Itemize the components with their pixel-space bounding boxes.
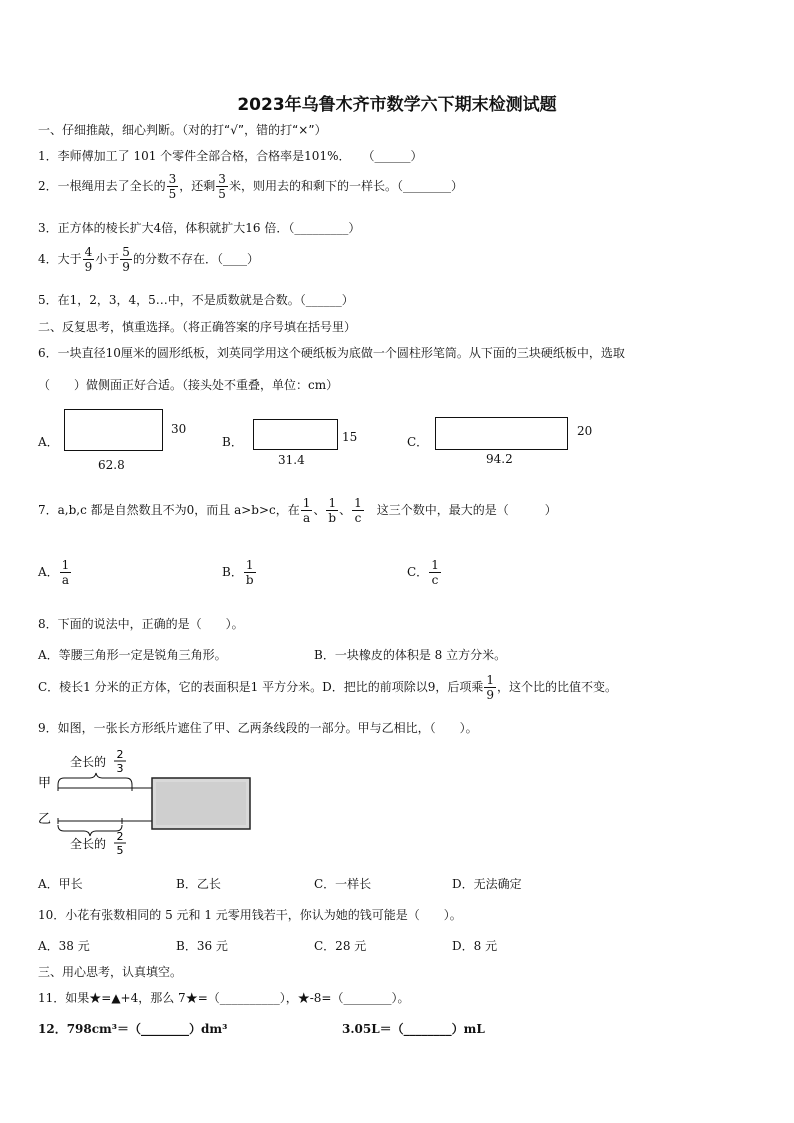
q9-top-denominator: 3 [116,762,124,775]
question-12-part-b: 3.05L＝（________）mL [342,1022,485,1036]
question-7 [38,496,557,525]
q9-line-segments-figure [34,745,264,860]
q9-bottom-denominator: 5 [116,844,124,857]
question-1: 1．李师傅加工了 101 个零件全部合格，合格率是101%． （______） [38,149,423,163]
q7-option-b-fraction: $\frac{1}{b}$ [245,558,254,587]
q8-option-d-fraction: $\frac{1}{9}$ [486,673,494,702]
q6-option-b-width: 31.4 [278,453,305,467]
q8-option-c: C．棱长1 分米的正方体，它的表面积是1 平方分米。 [38,680,323,694]
q6-option-b-label: B． [222,435,243,449]
q10-option-b: B．36 元 [176,939,228,953]
q2-text-b: ，还剩 [179,179,216,193]
q9-jia-label: 甲 [38,776,52,791]
q8-option-a: A．等腰三角形一定是锐角三角形。 [38,648,227,662]
q4-text-b: 小于 [95,252,120,266]
q4-fraction-1: $\frac{4}{9}$ [84,245,93,274]
question-9: 9．如图，一张长方形纸片遮住了甲、乙两条线段的一部分。甲与乙相比，（ ）。 [38,721,478,735]
q6-option-c-width: 94.2 [486,452,513,466]
q9-bottom-brace [58,825,122,836]
section-heading-3: 三、用心思考，认真填空。 [38,965,183,979]
q7-fraction-1-over-b: $\frac{1}{b}$ [328,496,337,525]
question-8: 8．下面的说法中，正确的是（ ）。 [38,617,244,631]
question-4 [38,245,259,274]
q9-option-c: C．一样长 [314,877,372,891]
q2-fraction-1: $\frac{3}{5}$ [168,172,177,201]
question-10: 10．小花有张数相同的 5 元和 1 元零用钱若干，你认为她的钱可能是（ ）。 [38,908,462,922]
q6-option-c-height: 20 [577,424,593,438]
q6-option-c-label: C． [407,435,429,449]
q9-yi-label: 乙 [38,812,52,827]
section-heading-2: 二、反复思考，慎重选择。（将正确答案的序号填在括号里） [38,320,357,334]
question-3: 3．正方体的棱长扩大4倍，体积就扩大16 倍．（_________） [38,221,361,235]
q7-separator-2: 、 [339,503,352,517]
q8-option-b: B．一块橡皮的体积是 8 立方分米。 [314,648,507,662]
q10-option-a: A．38 元 [38,939,90,953]
q9-paper-texture [156,782,246,825]
q7-option-c-fraction: $\frac{1}{c}$ [431,558,439,587]
q9-option-a: A．甲长 [38,877,83,891]
q8-option-cd [38,673,617,702]
question-11: 11．如果★=▲+4，那么 7★=（__________），★-8=（________）。 [38,991,410,1005]
q7-separator-1: 、 [313,503,326,517]
q6-option-a-label: A． [38,435,59,449]
question-5: 5．在1，2，3，4，5…中，不是质数就是合数。（______） [38,293,354,307]
q9-top-numerator: 2 [116,748,124,761]
page-title: 2023年乌鲁木齐市数学六下期末检测试题 [237,95,557,115]
question-6-line-2: （ ）做侧面正好合适。（接头处不重叠，单位：cm） [38,378,339,392]
q9-option-d: D．无法确定 [452,877,522,891]
q2-text-c: 米，则用去的和剩下的一样长。（________） [228,179,463,193]
q7-text-a: 7．a,b,c 都是自然数且不为0，而且 a>b>c，在 [38,503,300,517]
q6-option-a-height: 30 [171,422,187,436]
q6-option-a-rectangle [64,409,163,451]
q7-text-b: 这三个数中，最大的是（ ） [376,503,557,517]
q4-fraction-2: $\frac{5}{9}$ [122,245,130,274]
q7-option-a-fraction: $\frac{1}{a}$ [61,558,70,587]
q6-option-c-rectangle [435,417,568,450]
q7-fraction-1-over-c: $\frac{1}{c}$ [354,496,362,525]
q2-fraction-2: $\frac{3}{5}$ [218,172,226,201]
q7-option-b: B． $\frac{1}{b}$ [222,558,254,587]
q9-option-b: B．乙长 [176,877,221,891]
q10-option-d: D．8 元 [452,939,498,953]
q8-option-d-b: ，这个比的比值不变。 [497,680,618,694]
q6-option-b-height: 15 [342,430,358,444]
q7-option-c: C． $\frac{1}{c}$ [407,558,439,587]
q6-option-b-rectangle [253,419,338,450]
question-6-line-1: 6．一块直径10厘米的圆形纸板，刘英同学用这个硬纸板为底做一个圆柱形笔筒。从下面的三块硬纸板中，选取 [38,346,625,360]
q10-option-c: C．28 元 [314,939,367,953]
q7-fraction-1-over-a: $\frac{1}{a}$ [302,496,311,525]
q6-option-a-width: 62.8 [98,458,125,472]
q7-option-a: A． $\frac{1}{a}$ [38,558,70,587]
q9-top-label: 全长的 [70,755,107,769]
section-heading-1: 一、仔细推敲，细心判断。（对的打“√”，错的打“×”） [38,123,327,137]
q4-text-c: 的分数不存在．（____） [132,252,259,266]
question-12-part-a: 12．798cm³＝（________）dm³ [38,1022,228,1036]
q8-option-d-a: D．把比的前项除以9，后项乘 [322,680,484,694]
q9-bottom-numerator: 2 [116,830,124,843]
q4-text-a: 4．大于 [38,252,82,266]
q9-bottom-label: 全长的 [70,837,107,851]
question-2 [38,172,463,201]
q2-text-a: 2．一根绳用去了全长的 [38,179,166,193]
